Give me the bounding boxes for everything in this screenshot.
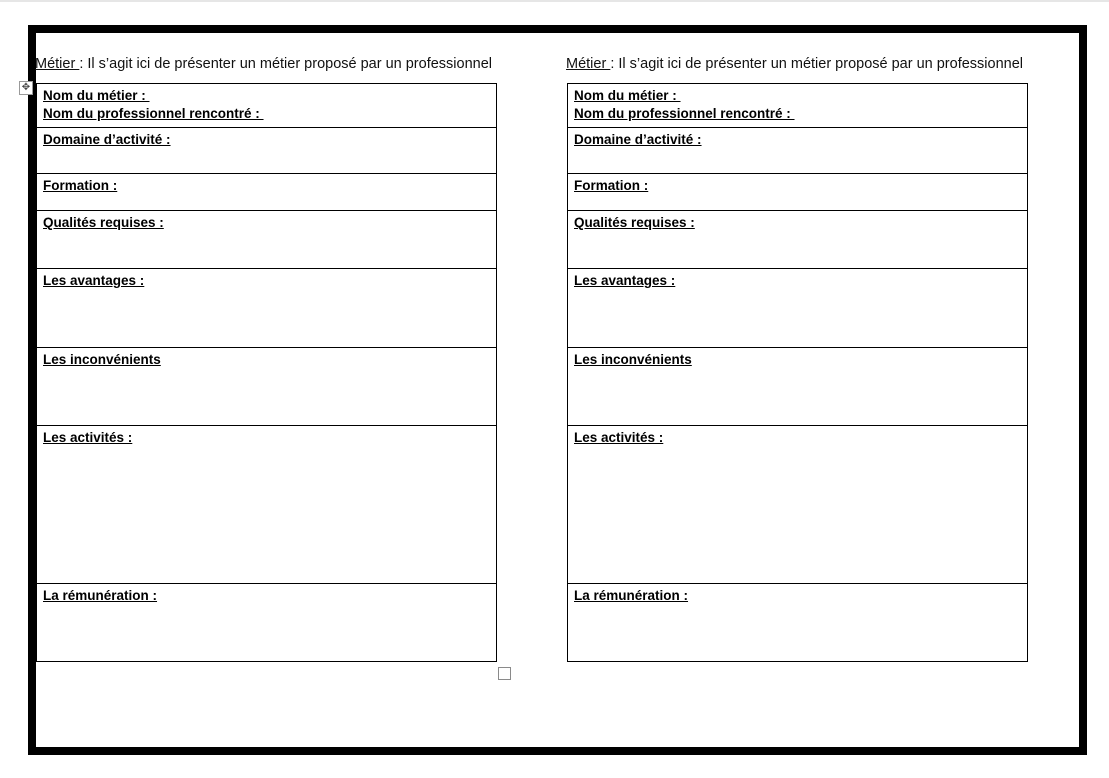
label-inconvenients: Les inconvénients: [43, 352, 161, 367]
label-domaine: Domaine d’activité :: [43, 132, 171, 147]
cell-avantages[interactable]: [37, 269, 497, 348]
table-row: [37, 174, 497, 211]
table-row: [568, 426, 1028, 584]
table-row: [568, 348, 1028, 426]
cell-nom[interactable]: [568, 84, 1028, 128]
label-domaine: Domaine d’activité :: [574, 132, 702, 147]
table-row: [568, 269, 1028, 348]
label-formation: Formation :: [574, 178, 649, 193]
metier-table: [36, 83, 497, 662]
table-row: [37, 211, 497, 269]
table-row: [568, 584, 1028, 662]
cell-remuneration[interactable]: [568, 584, 1028, 662]
cell-domaine[interactable]: [568, 128, 1028, 174]
cell-nom[interactable]: [37, 84, 497, 128]
label-qualites: Qualités requises :: [574, 215, 695, 230]
label-qualites: Qualités requises :: [43, 215, 164, 230]
heading-description: : Il s’agit ici de présenter un métier proposé par un professionnel: [79, 56, 492, 72]
sheet-heading: [35, 55, 497, 73]
label-nom-metier: Nom du métier :: [574, 88, 681, 103]
label-avantages: Les avantages :: [43, 273, 145, 288]
table-row: [37, 269, 497, 348]
cell-inconvenients[interactable]: [568, 348, 1028, 426]
cell-qualites[interactable]: [37, 211, 497, 269]
cell-formation[interactable]: [568, 174, 1028, 211]
cell-domaine[interactable]: [37, 128, 497, 174]
sheet-heading: [566, 55, 1028, 73]
table-row: [37, 128, 497, 174]
heading-metier-label: Métier: [35, 56, 80, 72]
label-activites: Les activités :: [574, 430, 664, 445]
table-row: [568, 128, 1028, 174]
left-sheet: [21, 55, 497, 662]
heading-description: : Il s’agit ici de présenter un métier proposé par un professionnel: [610, 56, 1023, 72]
table-row: [37, 348, 497, 426]
table-row: [568, 174, 1028, 211]
right-sheet: [567, 55, 1028, 662]
cell-activites[interactable]: [568, 426, 1028, 584]
label-formation: Formation :: [43, 178, 118, 193]
page-frame: [21, 25, 1087, 755]
cell-inconvenients[interactable]: [37, 348, 497, 426]
label-activites: Les activités :: [43, 430, 133, 445]
label-avantages: Les avantages :: [574, 273, 676, 288]
cell-formation[interactable]: [37, 174, 497, 211]
label-remuneration: La rémunération :: [43, 588, 158, 603]
metier-table: [567, 83, 1028, 662]
cell-avantages[interactable]: [568, 269, 1028, 348]
table-resize-icon[interactable]: [498, 667, 511, 680]
label-remuneration: La rémunération :: [574, 588, 689, 603]
table-row: [37, 84, 497, 128]
table-row: [37, 426, 497, 584]
table-row: [37, 584, 497, 662]
table-row: [568, 211, 1028, 269]
label-nom-professionnel: Nom du professionnel rencontré :: [574, 106, 795, 121]
label-nom-professionnel: Nom du professionnel rencontré :: [43, 106, 264, 121]
label-nom-metier: Nom du métier :: [43, 88, 150, 103]
cell-qualites[interactable]: [568, 211, 1028, 269]
window-top-edge: [0, 0, 1109, 2]
table-row: [568, 84, 1028, 128]
cell-remuneration[interactable]: [37, 584, 497, 662]
heading-metier-label: Métier: [566, 56, 611, 72]
label-inconvenients: Les inconvénients: [574, 352, 692, 367]
table-move-icon[interactable]: ✥: [19, 81, 33, 95]
cell-activites[interactable]: [37, 426, 497, 584]
